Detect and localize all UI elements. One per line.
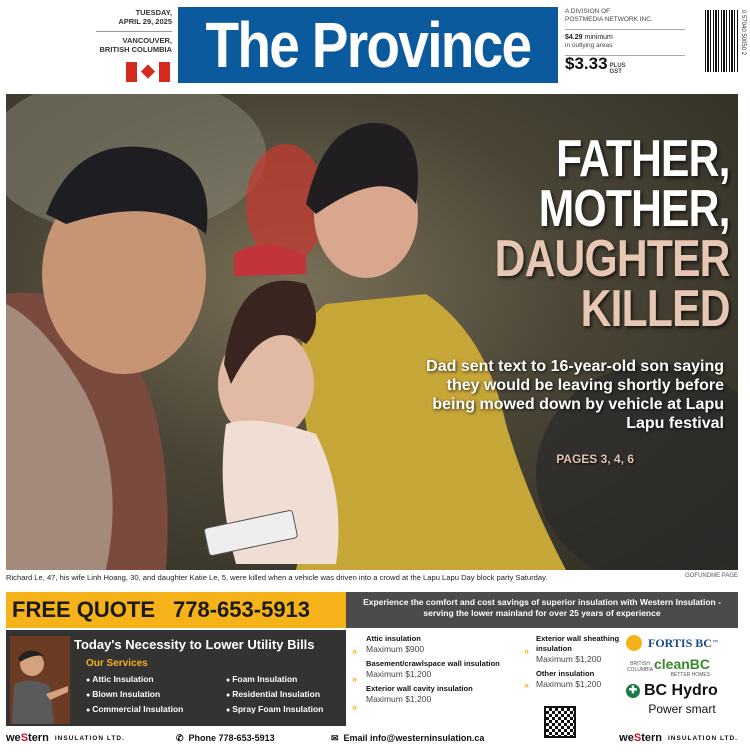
price-item-max: Maximum $1,200 (366, 669, 432, 679)
bchydro-logo (626, 680, 738, 702)
headline (443, 130, 730, 338)
headline-line: KILLED (580, 280, 730, 338)
price-item-name: Exterior wall cavity insulation (366, 684, 473, 693)
price-gst: GST (609, 69, 622, 75)
phone-icon: ✆ (176, 732, 184, 743)
headline-line: FATHER, (556, 130, 730, 188)
western-insulation-logo[interactable]: we S tern INSULATION LTD. (6, 732, 125, 744)
fortis-flame-icon (626, 635, 642, 651)
panel-title: Today's Necessity to Lower Utility Bills (74, 637, 315, 652)
price-item-name: Exterior wall sheathing insulation (536, 634, 620, 653)
subheadline: Dad sent text to 16-year-old son saying they would be leaving shortly before being mowed down by vehicle at Lapu Lapu festival (426, 358, 724, 432)
free-quote-banner[interactable] (6, 592, 346, 628)
service-item: ● Attic Insulation (86, 674, 226, 684)
arrow-icon: » (352, 646, 358, 656)
price-column-left (366, 634, 526, 709)
photo-caption (6, 573, 738, 582)
bc-gov-logo: BRITISH COLUMBIA (626, 661, 654, 673)
division-line: POSTMEDIA NETWORK INC. (565, 16, 653, 23)
day: TUESDAY, (135, 8, 172, 17)
ad-tagline: Experience the comfort and cost savings of superior insulation with Western Insulation - serving the lower mainland for over 25 years of experience (363, 597, 721, 618)
cleanbc-name: cleanBC (654, 656, 711, 672)
price-plus: PLUS (609, 63, 626, 69)
cleanbc-logo (626, 654, 738, 680)
service-item: ● Commercial Insulation (86, 704, 226, 714)
date: APRIL 29, 2025 (118, 17, 172, 26)
headline-line: MOTHER, (539, 180, 730, 238)
hero-photo[interactable] (6, 94, 738, 570)
outlying-price: $4.29 (565, 34, 583, 41)
price-item-max: Maximum $1,200 (366, 694, 432, 704)
headline-line: DAUGHTER (494, 230, 730, 288)
power-smart: Power smart (648, 702, 716, 716)
arrow-icon: » (352, 702, 358, 712)
photo-credit: GOFUNDME PAGE (685, 573, 738, 579)
services-panel (6, 630, 346, 726)
cover-price: $3.33 (565, 54, 608, 73)
price-item-name: Attic insulation (366, 634, 421, 643)
ad-banner (6, 592, 738, 628)
page-reference[interactable]: PAGES 3, 4, 6 (556, 452, 634, 466)
service-item: ● Spray Foam Insulation (226, 704, 346, 714)
price-item-name: Other insulation (536, 669, 595, 678)
canada-flag-icon (126, 62, 170, 82)
email-icon: ✉ (331, 732, 339, 743)
barcode (705, 10, 739, 72)
price-item-max: Maximum $1,200 (536, 654, 602, 664)
division-line: A DIVISION OF (565, 8, 611, 15)
newspaper-title: The Province (205, 9, 531, 81)
price-column-right (536, 634, 620, 694)
masthead (0, 0, 750, 92)
barcode-number: 0 57040 50050 2 (740, 10, 746, 56)
arrow-icon: » (524, 646, 530, 656)
price-box (565, 8, 685, 75)
city: VANCOUVER, (122, 36, 172, 45)
services-list (86, 674, 346, 714)
service-item: ● Blown Insulation (86, 689, 226, 699)
bchydro-icon: ✚ (626, 684, 640, 698)
caption-text: Richard Le, 47, his wife Linh Hoang, 30, and daughter Katie Le, 5, were killed when a vehicle was driven into a crowd at the Lapu Lapu Day block party Saturday. (6, 573, 548, 582)
arrow-icon: » (524, 680, 530, 690)
price-item-max: Maximum $900 (366, 644, 425, 654)
service-item: ● Residential Insulation (226, 689, 346, 699)
dateline (96, 8, 172, 54)
rebate-prices (348, 630, 618, 726)
free-quote-label: FREE QUOTE (12, 597, 156, 622)
ad-footer (6, 728, 738, 748)
better-homes-label: BETTER HOMES (670, 672, 711, 678)
insulation-ad[interactable] (6, 592, 738, 748)
quote-phone[interactable]: 778-653-5913 (173, 597, 311, 622)
partner-logos (626, 630, 738, 726)
outlying-text: minimum (584, 34, 613, 41)
fortis-logo: FORTIS BC ™ (626, 632, 738, 654)
fortis-name: FORTIS BC (648, 635, 712, 650)
western-insulation-logo[interactable]: we S tern INSULATION LTD. (619, 732, 738, 744)
services-label: Our Services (86, 658, 148, 669)
bchydro-name: BC Hydro (644, 682, 718, 699)
worker-photo-icon (10, 636, 70, 724)
price-item-max: Maximum $1,200 (536, 679, 602, 689)
outlying-text: in outlying areas (565, 42, 613, 49)
footer-phone[interactable]: ✆ Phone 778-653-5913 (176, 732, 275, 743)
province: BRITISH COLUMBIA (99, 45, 172, 54)
arrow-icon: » (352, 674, 358, 684)
service-item: ● Foam Insulation (226, 674, 346, 684)
price-item-name: Basement/crawlspace wall insulation (366, 659, 500, 668)
footer-email[interactable]: ✉ Email info@westerninsulation.ca (331, 732, 485, 743)
newspaper-logo[interactable] (178, 7, 558, 83)
